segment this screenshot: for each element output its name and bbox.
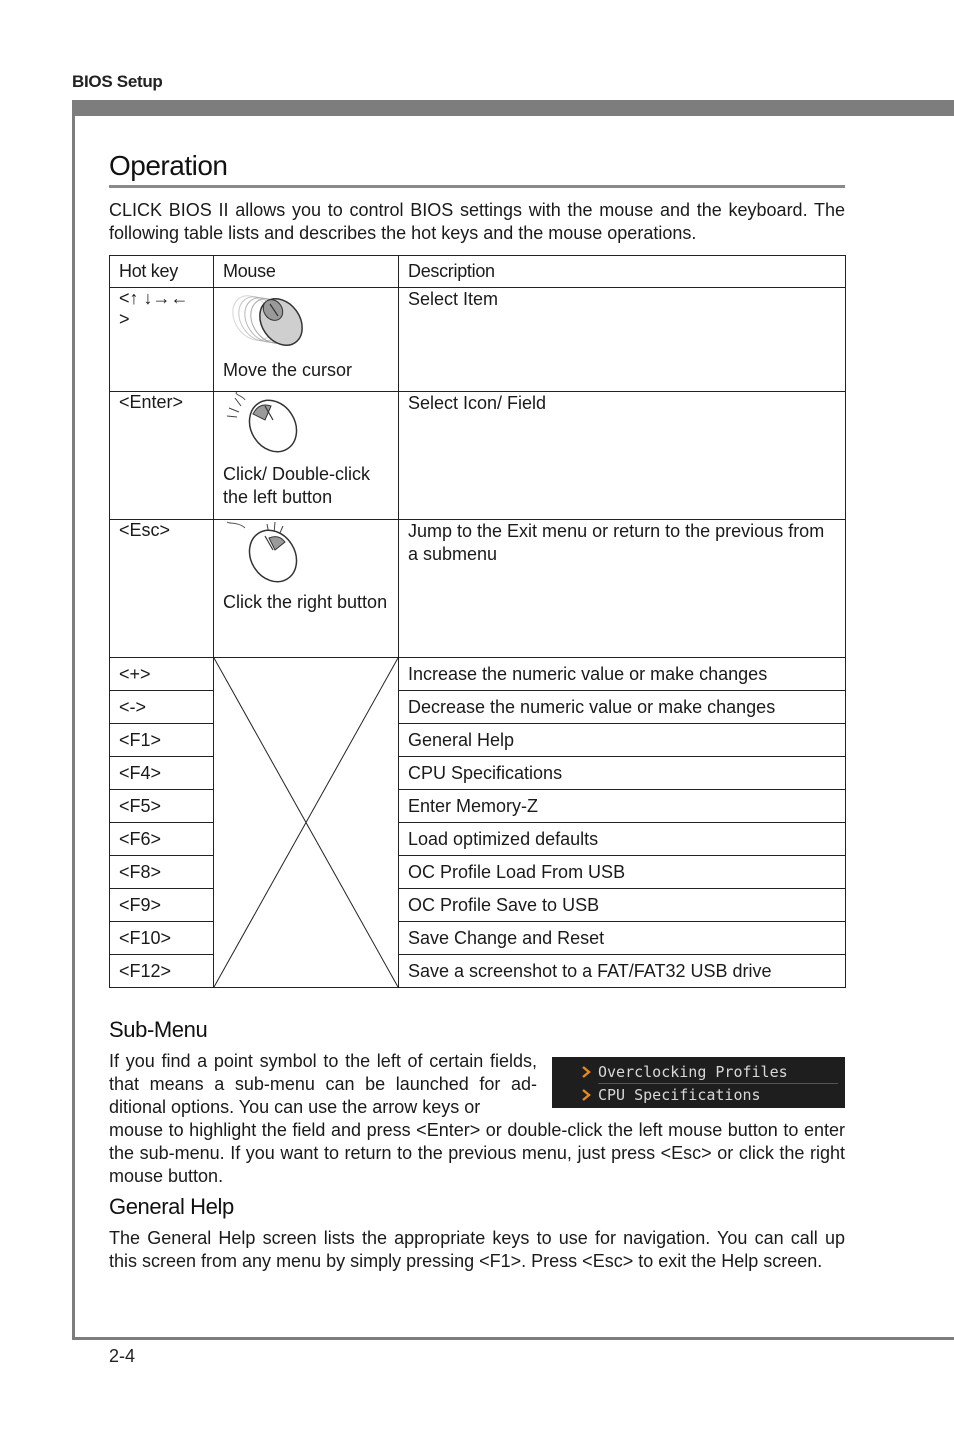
running-header: BIOS Setup — [72, 72, 163, 91]
table-row — [110, 658, 846, 691]
left-margin-rule — [72, 100, 75, 1340]
hotkey-cell: <-> — [110, 691, 214, 724]
hotkey-cell: <F10> — [110, 922, 214, 955]
table-row — [110, 392, 846, 520]
cross-out-mark — [214, 658, 398, 987]
submenu-item-label: CPU Specifications — [598, 1086, 761, 1104]
description-cell: Increase the numeric value or make changes — [399, 658, 846, 691]
title-underline — [109, 185, 845, 188]
submenu-heading: Sub-Menu — [109, 1017, 208, 1042]
description-cell: Load optimized defaults — [399, 823, 846, 856]
hotkey-cell: <F1> — [110, 724, 214, 757]
description-cell: Jump to the Exit menu or return to the previous from a submenu — [399, 520, 846, 658]
mouse-not-applicable-cell — [214, 658, 399, 988]
header-hotkey: Hot key — [110, 256, 214, 288]
description-cell: OC Profile Load From USB — [399, 856, 846, 889]
submenu-screenshot — [552, 1057, 845, 1108]
header-bar — [72, 100, 954, 116]
general-help-heading: General Help — [109, 1194, 234, 1219]
hotkey-cell: <F4> — [110, 757, 214, 790]
mouse-cell — [214, 392, 399, 520]
chevron-right-icon — [580, 1061, 592, 1083]
table-row — [110, 520, 846, 658]
description-cell: General Help — [399, 724, 846, 757]
hotkey-cell: <F6> — [110, 823, 214, 856]
submenu-item — [552, 1061, 845, 1083]
mouse-cell — [214, 520, 399, 658]
header-mouse: Mouse — [214, 256, 399, 288]
table-row — [110, 288, 846, 392]
mouse-caption: Click/ Double-click the left button — [223, 464, 371, 507]
mouse-left-click-icon — [223, 392, 323, 458]
description-cell: Select Icon/ Field — [399, 392, 846, 520]
footer-rule — [72, 1337, 954, 1340]
description-cell: Enter Memory-Z — [399, 790, 846, 823]
hotkey-cell: <Enter> — [110, 392, 214, 520]
submenu-paragraph-full: mouse to highlight the field and press <Enter> or double-click the left mouse button to enter the sub-menu. If you want to return to the previous menu, just press <Esc> or click the right mouse button. — [109, 1120, 845, 1186]
hotkey-cell: <F5> — [110, 790, 214, 823]
description-cell: Save a screenshot to a FAT/FAT32 USB drive — [399, 955, 846, 988]
hotkey-cell: <↑ ↓→← > — [110, 288, 214, 392]
description-cell: Decrease the numeric value or make changes — [399, 691, 846, 724]
description-cell: OC Profile Save to USB — [399, 889, 846, 922]
hotkey-cell: <+> — [110, 658, 214, 691]
table-header-row — [110, 256, 846, 288]
mouse-right-click-icon — [223, 520, 323, 586]
hotkey-cell: <F12> — [110, 955, 214, 988]
hotkey-cell: <F9> — [110, 889, 214, 922]
page-number: 2-4 — [109, 1346, 136, 1366]
mouse-caption: Click the right button — [223, 592, 388, 612]
mouse-cell — [214, 288, 399, 392]
hotkey-cell: <F8> — [110, 856, 214, 889]
hotkey-cell: <Esc> — [110, 520, 214, 658]
chevron-right-icon — [580, 1084, 592, 1106]
submenu-item — [552, 1084, 845, 1106]
general-help-paragraph: The General Help screen lists the appropriate keys to use for navigation. You can call up this screen from any menu by simply pressing <F1>. Press <Esc> to exit the Help screen. — [109, 1228, 845, 1271]
submenu-paragraph-wrapped: If you find a point symbol to the left of certain fields, that means a sub-menu can be launched for ad-ditional options. You can use the arrow keys or — [109, 1051, 537, 1117]
submenu-item-label: Overclocking Profiles — [598, 1063, 788, 1081]
description-cell: Select Item — [399, 288, 846, 392]
header-description: Description — [399, 256, 846, 288]
hotkey-table — [109, 255, 846, 988]
mouse-move-icon — [223, 288, 323, 354]
description-cell: CPU Specifications — [399, 757, 846, 790]
mouse-caption: Move the cursor — [223, 360, 353, 380]
intro-paragraph: CLICK BIOS II allows you to control BIOS settings with the mouse and the keyboard. The following table lists and describes the hot keys and the mouse operations. — [109, 200, 845, 243]
description-cell: Save Change and Reset — [399, 922, 846, 955]
page-title: Operation — [109, 150, 228, 181]
